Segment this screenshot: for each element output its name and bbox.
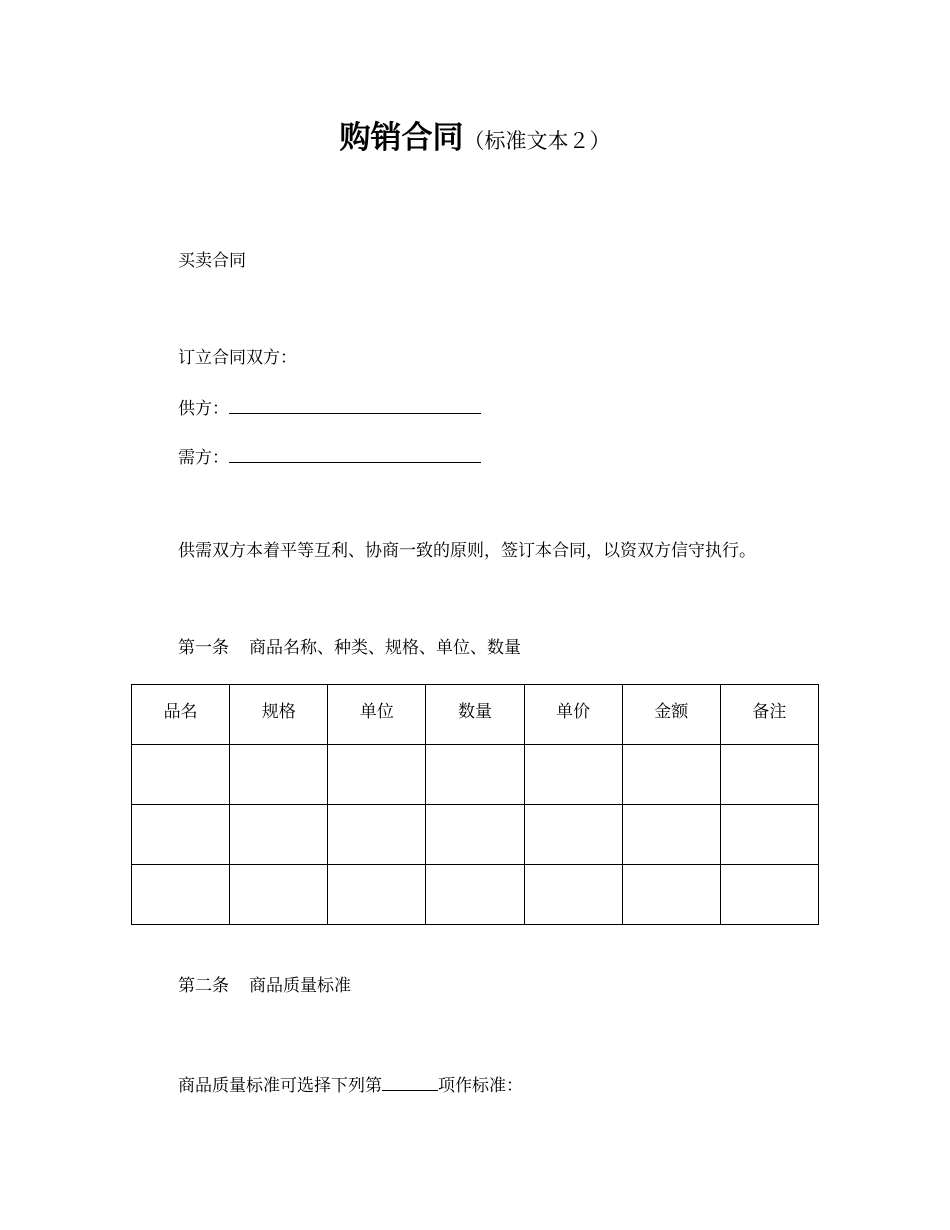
title-sub: （标准文本２） xyxy=(463,129,611,153)
article1-title: 商品名称、种类、规格、单位、数量 xyxy=(249,638,521,658)
header-cell: 单位 xyxy=(328,685,426,745)
parties-heading: 订立合同双方： xyxy=(178,348,297,368)
table-cell[interactable] xyxy=(132,745,230,805)
table-cell[interactable] xyxy=(622,805,720,865)
table-cell[interactable] xyxy=(720,805,818,865)
article2-title: 商品质量标准 xyxy=(249,976,351,996)
buyer-line xyxy=(178,444,481,469)
header-cell: 备注 xyxy=(720,685,818,745)
table-cell[interactable] xyxy=(622,865,720,925)
header-cell: 金额 xyxy=(622,685,720,745)
header-cell: 单价 xyxy=(524,685,622,745)
article2-number: 第二条 xyxy=(178,976,229,996)
quality-text-after: 项作标准： xyxy=(438,1076,523,1096)
table-cell[interactable] xyxy=(132,865,230,925)
table-header-row xyxy=(132,685,819,745)
table-cell[interactable] xyxy=(524,745,622,805)
table-cell[interactable] xyxy=(426,745,524,805)
header-cell: 品名 xyxy=(132,685,230,745)
header-cell: 数量 xyxy=(426,685,524,745)
supplier-label: 供方： xyxy=(178,399,229,419)
table-row xyxy=(132,805,819,865)
goods-table xyxy=(131,684,819,925)
table-cell[interactable] xyxy=(524,865,622,925)
table-cell[interactable] xyxy=(230,745,328,805)
table-cell[interactable] xyxy=(132,805,230,865)
table-cell[interactable] xyxy=(230,805,328,865)
article1-number: 第一条 xyxy=(178,638,229,658)
table-cell[interactable] xyxy=(720,865,818,925)
table-cell[interactable] xyxy=(328,865,426,925)
supplier-blank[interactable] xyxy=(229,395,481,414)
preamble: 供需双方本着平等互利、协商一致的原则，签订本合同，以资双方信守执行。 xyxy=(178,541,756,561)
table-cell[interactable] xyxy=(328,745,426,805)
article1-heading xyxy=(178,637,521,659)
table-cell[interactable] xyxy=(426,865,524,925)
header-cell: 规格 xyxy=(230,685,328,745)
table-cell[interactable] xyxy=(524,805,622,865)
table-cell[interactable] xyxy=(426,805,524,865)
quality-standard-line xyxy=(178,1072,523,1097)
article2-heading xyxy=(178,975,351,997)
title-main: 购销合同 xyxy=(339,120,464,156)
buyer-blank[interactable] xyxy=(229,444,481,463)
document-title xyxy=(0,112,950,157)
table-row xyxy=(132,745,819,805)
table-cell[interactable] xyxy=(328,805,426,865)
supplier-line xyxy=(178,395,481,420)
table-row xyxy=(132,865,819,925)
quality-item-blank[interactable] xyxy=(382,1072,438,1091)
quality-text-before: 商品质量标准可选择下列第 xyxy=(178,1076,382,1096)
subtitle: 买卖合同 xyxy=(178,251,246,271)
table-cell[interactable] xyxy=(622,745,720,805)
buyer-label: 需方： xyxy=(178,448,229,468)
table-cell[interactable] xyxy=(720,745,818,805)
table-cell[interactable] xyxy=(230,865,328,925)
